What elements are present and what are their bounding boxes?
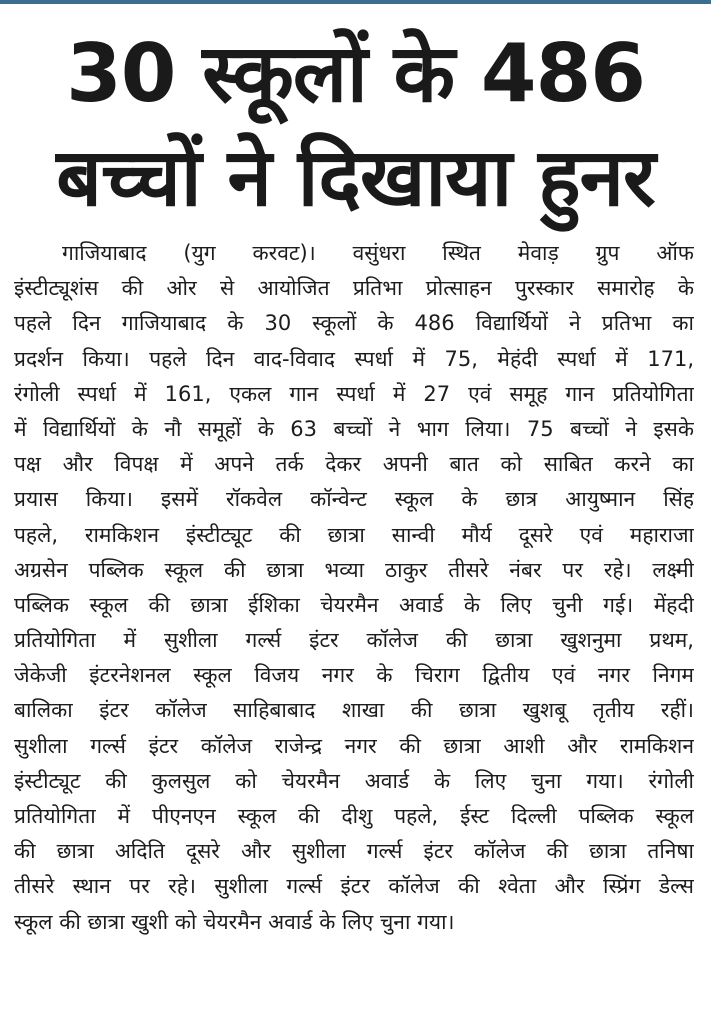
article-line: पब्लिक स्कूल की छात्रा ईशिका चेयरमैन अवार्ड के लिए चुनी गई। मेंहदी (14, 592, 694, 617)
article-line: स्कूल की छात्रा खुशी को चेयरमैन अवार्ड के लिए चुना गया। (14, 909, 455, 934)
article-line: की छात्रा अदिति दूसरे और सुशीला गर्ल्स इंटर कॉलेज की छात्रा तनिषा (14, 839, 694, 864)
article-body (14, 236, 694, 940)
article-line: सुशीला गर्ल्स इंटर कॉलेज राजेन्द्र नगर की छात्रा आशी और रामकिशन (14, 733, 694, 758)
headline-line-1: 30 स्कूलों के 486 (66, 27, 645, 120)
article-line: प्रतियोगिता में सुशीला गर्ल्स इंटर कॉलेज की छात्रा खुशनुमा प्रथम, (14, 628, 694, 653)
article-line: इंस्टीट्यूट की कुलसुल को चेयरमैन अवार्ड के लिए चुना गया। रंगोली (14, 768, 694, 793)
article-line: बालिका इंटर कॉलेज साहिबाबाद शाखा की छात्रा खुशबू तृतीय रहीं। (14, 698, 694, 723)
article-line: प्रयास किया। इसमें रॉकवेल कॉन्वेन्ट स्कूल के छात्र आयुष्मान सिंह (14, 487, 694, 512)
article-line: में विद्यार्थियों के नौ समूहों के 63 बच्चों ने भाग लिया। 75 बच्चों ने इसके (14, 416, 694, 441)
article-line: प्रतियोगिता में पीएनएन स्कूल की दीशु पहले, ईस्ट दिल्ली पब्लिक स्कूल (14, 804, 694, 828)
article-line: पक्ष और विपक्ष में अपने तर्क देकर अपनी बात को साबित करने का (14, 452, 694, 477)
article-line: अग्रसेन पब्लिक स्कूल की छात्रा भव्या ठाकुर तीसरे नंबर पर रहे। लक्ष्मी (14, 557, 694, 582)
article-line: प्रदर्शन किया। पहले दिन वाद-विवाद स्पर्धा में 75, मेहंदी स्पर्धा में 171, (14, 346, 694, 371)
article-line: पहले, रामकिशन इंस्टीट्यूट की छात्रा सान्वी मौर्य दूसरे एवं महाराजा (14, 522, 694, 547)
article-line: रंगोली स्पर्धा में 161, एकल गान स्पर्धा में 27 एवं समूह गान प्रतियोगिता (14, 381, 694, 406)
article-line: जेकेजी इंटरनेशनल स्कूल विजय नगर के चिराग द्वितीय एवं नगर निगम (14, 663, 694, 688)
article-line: इंस्टीट्यूशंस की ओर से आयोजित प्रतिभा प्रोत्साहन पुरस्कार समारोह के (14, 276, 694, 301)
top-rule (0, 0, 711, 4)
article-line: पहले दिन गाजियाबाद के 30 स्कूलों के 486 विद्यार्थियों ने प्रतिभा का (14, 311, 694, 336)
article-line: गाजियाबाद (युग करवट)। वसुंधरा स्थित मेवाड़ ग्रुप ऑफ (62, 241, 694, 265)
article-line: तीसरे स्थान पर रहे। सुशीला गर्ल्स इंटर कॉलेज की श्वेता और स्प्रिंग डेल्स (14, 874, 694, 899)
headline-line-2: बच्चों ने दिखाया हुनर (56, 131, 655, 224)
headline (0, 22, 711, 230)
